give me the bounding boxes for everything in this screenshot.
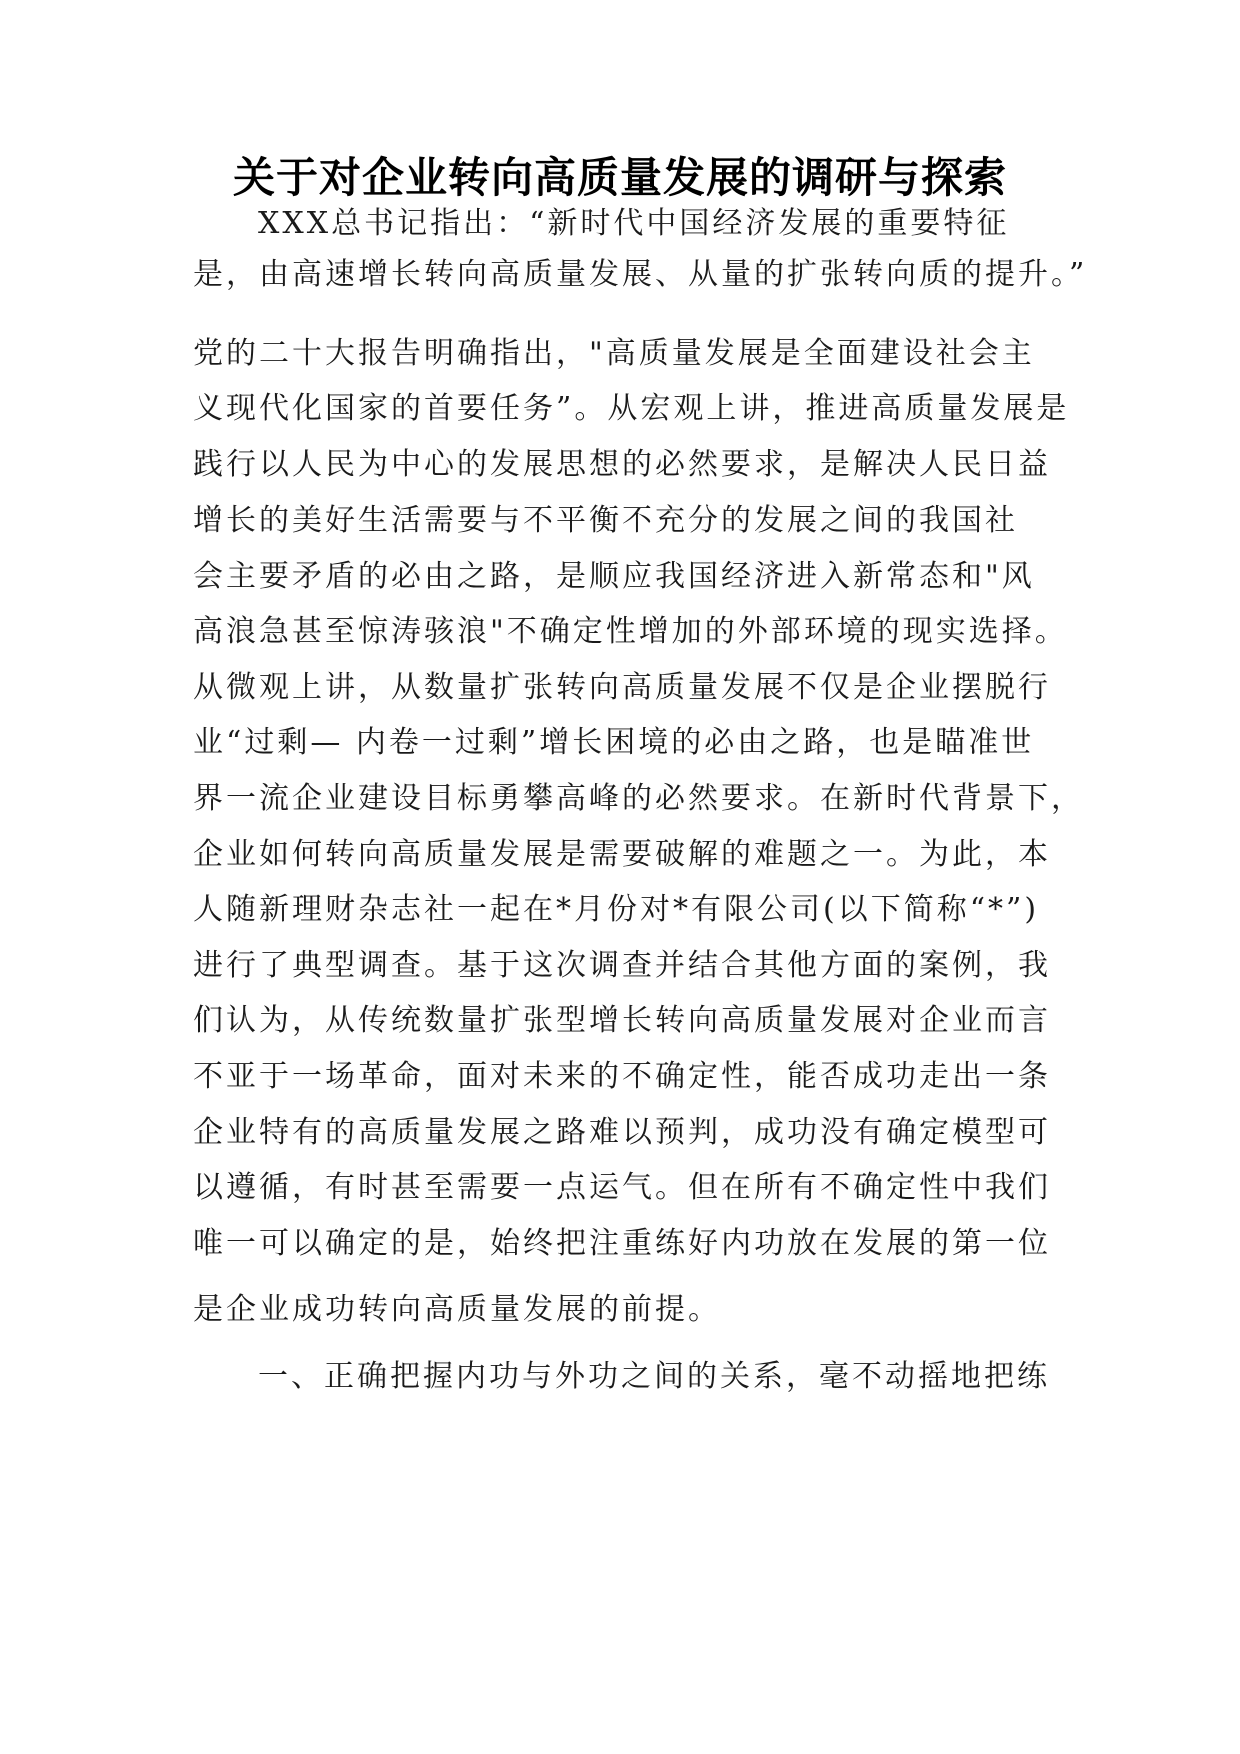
text-line: 企业特有的高质量发展之路难以预判，成功没有确定模型可 — [193, 1115, 1051, 1150]
text-line: 人随新理财杂志社一起在*月份对*有限公司(以下简称“*”) — [193, 892, 1040, 927]
text-line: 唯一可以确定的是，始终把注重练好内功放在发展的第一位 — [193, 1226, 1051, 1261]
text-line: 增长的美好生活需要与不平衡不充分的发展之间的我国社 — [193, 503, 1018, 538]
text-line: 是，由高速增长转向高质量发展、从量的扩张转向质的提升。” — [193, 257, 1088, 292]
text-line: 义现代化国家的首要任务”。从宏观上讲，推进高质量发展是 — [193, 391, 1070, 426]
text-line: 以遵循，有时甚至需要一点运气。但在所有不确定性中我们 — [193, 1170, 1051, 1205]
text-line: 们认为，从传统数量扩张型增长转向高质量发展对企业而言 — [193, 1003, 1051, 1038]
text-line: 从微观上讲，从数量扩张转向高质量发展不仅是企业摆脱行 — [193, 670, 1051, 705]
text-line: 企业如何转向高质量发展是需要破解的难题之一。为此，本 — [193, 837, 1051, 872]
text-line: 会主要矛盾的必由之路，是顺应我国经济进入新常态和"风 — [193, 559, 1035, 594]
document-title: 关于对企业转向高质量发展的调研与探索 — [232, 153, 1007, 202]
text-line: 高浪急甚至惊涛骇浪"不确定性增加的外部环境的现实选择。 — [193, 614, 1068, 649]
text-line: 践行以人民为中心的发展思想的必然要求，是解决人民日益 — [193, 447, 1051, 482]
text-line: 业“过剩— 内卷一过剩”增长困境的必由之路，也是瞄准世 — [193, 725, 1035, 760]
text-line: 不亚于一场革命，面对未来的不确定性，能否成功走出一条 — [193, 1059, 1051, 1094]
text-line: 党的二十大报告明确指出，"高质量发展是全面建设社会主 — [193, 336, 1035, 371]
text-line: 界一流企业建设目标勇攀高峰的必然要求。在新时代背景下， — [193, 781, 1084, 816]
section-heading: 一、正确把握内功与外功之间的关系，毫不动摇地把练 — [258, 1359, 1050, 1394]
text-line: 是企业成功转向高质量发展的前提。 — [193, 1292, 721, 1327]
text-line: 进行了典型调查。基于这次调查并结合其他方面的案例，我 — [193, 948, 1051, 983]
text-line: XXX总书记指出：“新时代中国经济发展的重要特征 — [258, 206, 1010, 241]
